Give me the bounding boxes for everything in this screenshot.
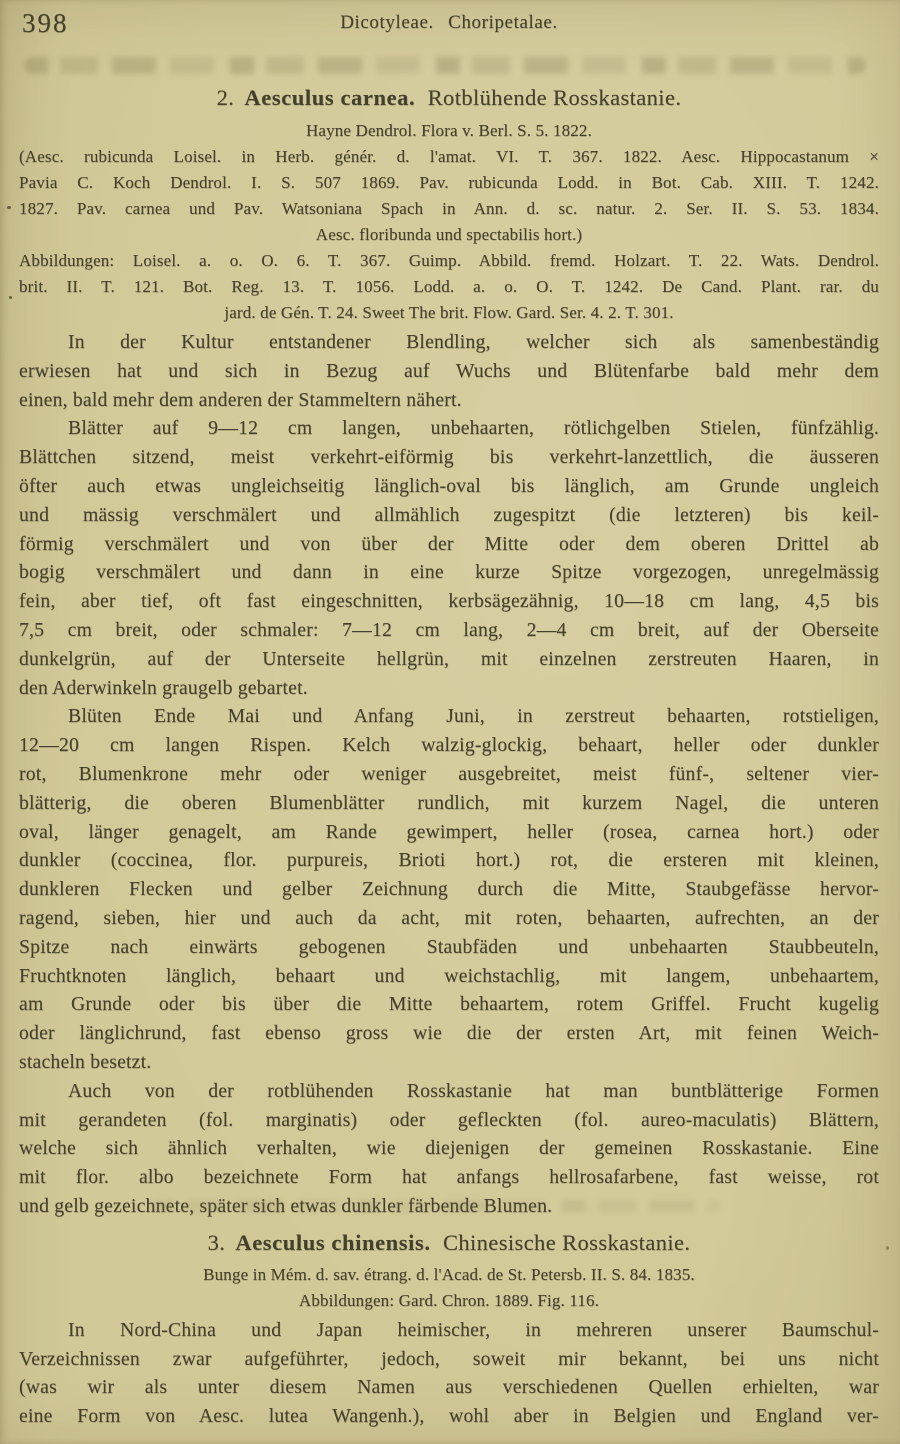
text-line: blätterig, die oberen Blumenblätter rundlich, mit kurzem Nagel, die unteren [19,791,879,814]
text-line: Blüten Ende Mai und Anfang Juni, in zerstreut behaarten, rotstieligen, [68,705,879,728]
text-line: Blätter auf 9—12 cm langen, unbehaarten, rötlichgelben Stielen, fünfzählig. [68,417,879,440]
reference-line: Hayne Dendrol. Flora v. Berl. S. 5. 1822. [306,121,592,140]
text-line: am Grunde oder bis über die Mitte behaartem, rotem Griffel. Frucht kugelig [19,993,879,1016]
species-section-aesculus-carnea [19,85,879,1221]
text-line: Blättchen sitzend, meist verkehrt-eiförmig bis verkehrt-lanzettlich, die äusseren [19,446,879,469]
paper-speck [9,296,12,299]
paragraph [19,1077,879,1221]
text-line: öfter auch etwas ungleichseitig länglich-oval bis länglich, am Grunde ungleich [19,474,879,497]
page-showthrough-smudge [24,57,866,74]
species-latin-name: Aesculus chinensis. [235,1229,431,1255]
paragraph [19,702,879,1076]
abbildungen-block [19,248,879,326]
text-line: rot, Blumenkrone mehr oder weniger ausgebreitet, meist fünf-, seltener vier- [19,762,879,785]
text-line: Spitze nach einwärts gebogenen Staubfäden und unbehaarten Staubbeuteln, [19,935,879,958]
citation-line: 1827. Pav. carnea und Pav. Watsoniana Spach in Ann. d. sc. natur. 2. Ser. II. S. 53. 1834. [19,199,879,218]
text-line: oder länglichrund, fast ebenso gross wie die der ersten Art, mit feinen Weich- [19,1022,879,1045]
page-number: 398 [22,8,69,38]
citation-line: Pavia C. Koch Dendrol. I. S. 507 1869. Pav. rubicunda Lodd. in Bot. Cab. XIII. T. 1242. [19,173,879,192]
description-text [19,1316,879,1431]
text-line: ragend, sieben, hier und auch da acht, mit roten, behaarten, aufrechten, an der [19,906,879,929]
paragraph [19,328,879,414]
text-line: 7,5 cm breit, oder schmaler: 7—12 cm lang, 2—4 cm breit, auf der Oberseite [19,618,879,641]
text-line: förmig verschmälert und von über der Mitte oder dem oberen Drittel ab [19,532,879,555]
text-line: dunkleren Flecken und gelber Zeichnung durch die Mitte, Staubgefässe hervor- [19,878,879,901]
synonymy-block [19,144,879,248]
text-line: Auch von der rotblühenden Rosskastanie hat man buntblätterige Formen [68,1079,879,1102]
text-line: und mässig verschmälert und allmählich zugespitzt (die letzteren) bis keil- [19,503,879,526]
species-number: 3. [207,1229,226,1255]
species-german-name: Rotblühende Rosskastanie. [427,85,682,110]
citation-line: Abbildungen: Loisel. a. o. O. 6. T. 367. Guimp. Abbild. fremd. Holzart. T. 22. Wats. Dendrol. [19,251,879,270]
species-heading [19,85,879,111]
species-number: 2. [216,85,235,110]
species-section-aesculus-chinensis [19,1230,879,1431]
text-line: Verzeichnissen zwar aufgeführter, jedoch, soweit mir bekannt, bei uns nicht [19,1347,879,1370]
text-line: dunkler (coccinea, flor. purpureis, Brioti hort.) rot, die ersteren mit kleinen, [19,849,879,872]
species-latin-name: Aesculus carnea. [244,85,416,110]
paper-speck [886,1246,889,1250]
paragraph [19,1316,879,1431]
text-line: welche sich ähnlich verhalten, wie diejenigen der gemeinen Rosskastanie. Eine [19,1137,879,1160]
species-german-name: Chinesische Rosskastanie. [442,1229,691,1255]
running-header-title: Dicotyleae. Choripetalae. [340,12,558,33]
abbildungen-block [19,1288,879,1314]
citation-line: brit. II. T. 121. Bot. Reg. 13. T. 1056. Lodd. a. o. O. T. 1242. De Cand. Plant. rar. du [19,277,879,296]
text-line: den Aderwinkeln graugelb gebartet. [19,676,308,699]
description-text [19,328,879,1221]
text-line: stacheln besetzt. [19,1050,152,1073]
citation-line: (Aesc. rubicunda Loisel. in Herb. génér. d. l'amat. VI. T. 367. 1822. Aesc. Hippocastanum × [19,147,879,166]
text-line: 12—20 cm langen Rispen. Kelch walzig-glockig, behaart, heller oder dunkler [19,734,879,757]
text-line: mit gerandeten (fol. marginatis) oder gefleckten (fol. aureo-maculatis) Blättern, [19,1108,879,1131]
citation-line: Abbildungen: Gard. Chron. 1889. Fig. 116. [298,1290,600,1310]
reference-line: Bunge in Mém. d. sav. étrang. d. l'Acad. de St. Petersb. II. S. 84. 1835. [203,1264,695,1284]
text-line: In Nord-China und Japan heimischer, in mehreren unserer Baumschul- [68,1318,879,1341]
text-line: einen, bald mehr dem anderen der Stammeltern nähert. [19,388,462,411]
text-line: bogig verschmälert und dann in eine kurze Spitze vorgezogen, unregelmässig [19,561,879,584]
paragraph [19,414,879,702]
citation-line: Aesc. floribunda und spectabilis hort.) [315,225,583,244]
paper-speck [7,206,11,209]
text-line: fein, aber tief, oft fast eingeschnitten, kerbsägezähnig, 10—18 cm lang, 4,5 bis [19,590,879,613]
text-line: dunkelgrün, auf der Unterseite hellgrün, mit einzelnen zerstreuten Haaren, in [19,647,879,670]
text-line: oval, länger genagelt, am Rande gewimpert, heller (rosea, carnea hort.) oder [19,820,879,843]
text-line: und gelb gezeichnete, später sich etwas dunkler färbende Blumen. [19,1194,553,1217]
text-line: mit flor. albo bezeichnete Form hat anfangs hellrosafarbene, fast weisse, rot [19,1166,879,1189]
running-head [19,6,879,48]
text-line: eine Form von Aesc. lutea Wangenh.), wohl aber in Belgien und England ver- [19,1405,879,1428]
citation-line: jard. de Gén. T. 24. Sweet The brit. Flow. Gard. Ser. 4. 2. T. 301. [224,303,674,322]
text-line: Fruchtknoten länglich, behaart und weichstachlig, mit langem, unbehaartem, [19,964,879,987]
text-line: In der Kultur entstandener Blendling, welcher sich als samenbeständig [68,331,879,353]
text-line: erwiesen hat und sich in Bezug auf Wuchs und Blütenfarbe bald mehr dem [19,359,879,382]
text-line: (was wir als unter diesem Namen aus verschiedenen Quellen erhielten, war [19,1376,879,1399]
species-heading [19,1230,879,1256]
